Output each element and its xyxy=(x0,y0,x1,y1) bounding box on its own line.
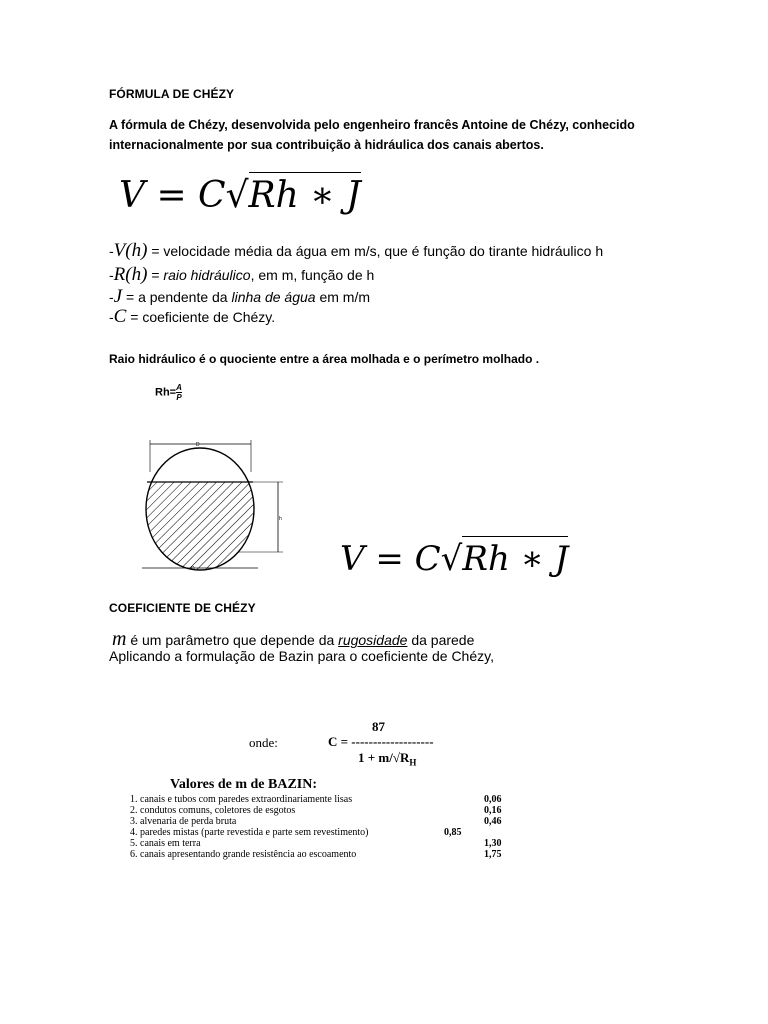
m-description: m é um parâmetro que depende da rugosidade da parede xyxy=(112,628,475,650)
section-title-coeficiente: COEFICIENTE DE CHÉZY xyxy=(109,601,256,615)
raio-definition: Raio hidráulico é o quociente entre a área molhada e o perímetro molhado . xyxy=(109,352,540,366)
rh-fraction: $\frac{A}{P}$ xyxy=(176,383,182,402)
onde-label: onde: xyxy=(249,735,278,750)
sqrt-symbol-repeat: √ xyxy=(440,539,463,579)
table-row: 2. condutos comuns, coletores de esgotos 0,16 xyxy=(130,805,502,816)
dim-bottom-label: D xyxy=(191,566,195,572)
intro-line-1: A fórmula de Chézy, desenvolvida pelo engenheiro francês Antoine de Chézy, conhecido xyxy=(109,118,635,132)
bazin-lhs: C = ------------------- xyxy=(328,734,434,749)
bazin-table xyxy=(130,794,510,860)
formula-radicand: Rh ∗ J xyxy=(249,172,361,216)
table-row: 3. alvenaria de perda bruta 0,46 xyxy=(130,816,502,827)
bazin-intro: Aplicando a formulação de Bazin para o coeficiente de Chézy, xyxy=(109,648,494,664)
intro-paragraph xyxy=(109,115,669,155)
definition-c: -C = coeficiente de Chézy. xyxy=(109,306,276,327)
bazin-table-title: Valores de m de BAZIN: xyxy=(170,777,318,792)
chezy-formula-repeat xyxy=(340,539,568,579)
table-row: 6. canais apresentando grande resistência ao escoamento 1,75 xyxy=(130,849,502,860)
dim-side-label: h xyxy=(279,516,282,522)
definition-j: -J = a pendente da linha de água em m/m xyxy=(109,286,371,307)
table-row: 5. canais em terra 1,30 xyxy=(130,838,502,849)
table-row: 1. canais e tubos com paredes extraordinariamente lisas 0,06 xyxy=(130,794,502,805)
chezy-formula xyxy=(119,175,361,216)
definition-v: -V(h) = velocidade média da água em m/s, que é função do tirante hidráulico h xyxy=(109,240,604,261)
page-title: FÓRMULA DE CHÉZY xyxy=(109,87,235,101)
definition-r: -R(h) = raio hidráulico, em m, função de h xyxy=(109,264,375,285)
m-symbol: m xyxy=(112,628,127,650)
rugosidade-link: rugosidade xyxy=(338,632,408,648)
circular-section-diagram xyxy=(118,436,298,576)
intro-line-2: internacionalmente por sua contribuição à hidráulica dos canais abertos. xyxy=(109,138,544,152)
formula-lhs: V = C xyxy=(119,175,226,216)
rh-label: Rh= xyxy=(155,386,177,399)
bazin-denominator: $1 + m/√R_H$ xyxy=(358,750,417,768)
formula-repeat-radicand: Rh ∗ J xyxy=(462,536,568,579)
definitions-list xyxy=(109,240,603,326)
sqrt-symbol: √ xyxy=(225,175,249,216)
rh-equation xyxy=(155,383,182,402)
formula-repeat-lhs: V = C xyxy=(340,539,441,579)
table-row: 4. paredes mistas (parte revestida e parte sem revestimento) 0,85 xyxy=(130,827,462,838)
dim-top-label: D xyxy=(196,442,200,448)
bazin-numerator: 87 xyxy=(372,719,385,734)
